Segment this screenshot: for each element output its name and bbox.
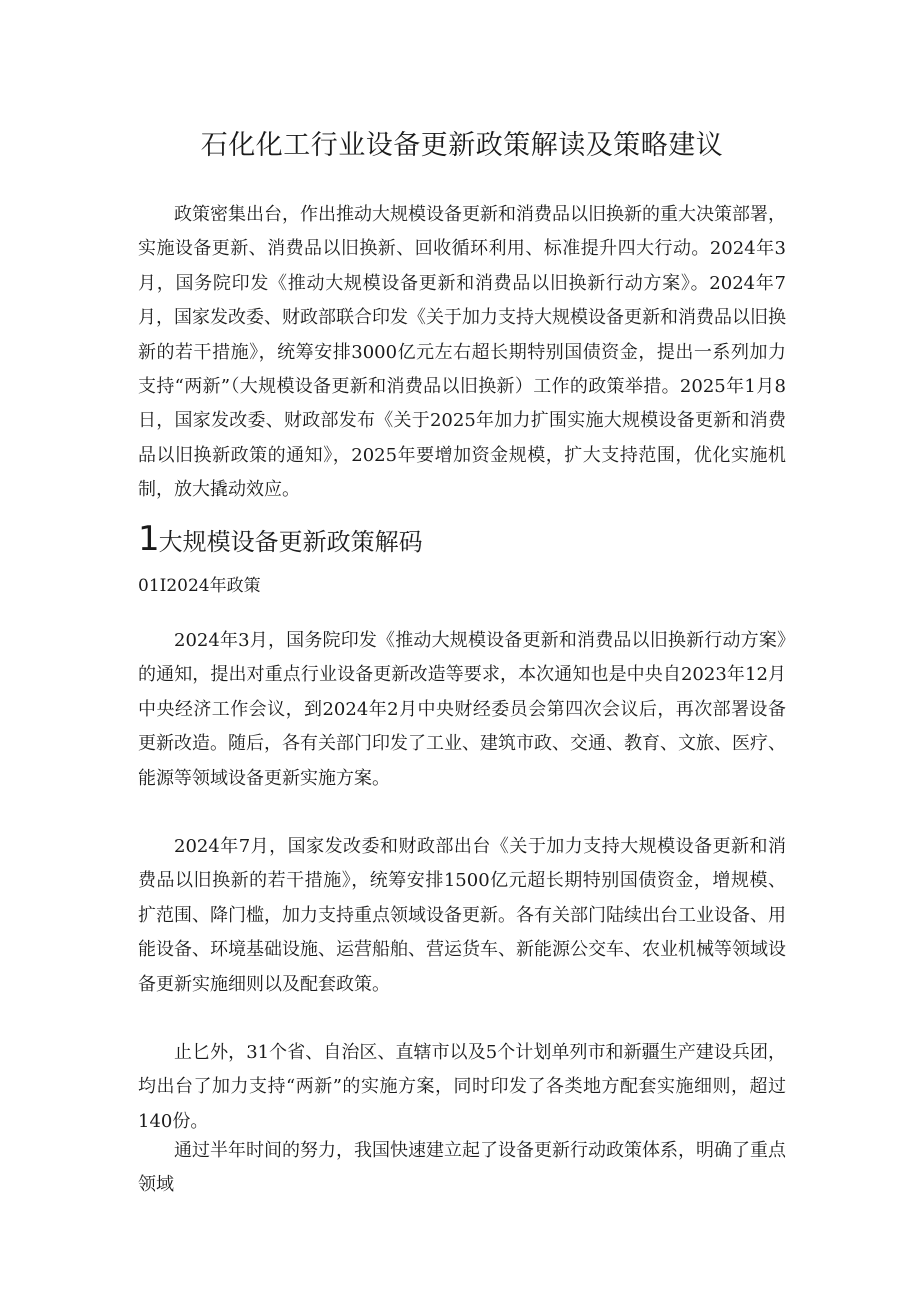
section-title: 大规模设备更新政策解码 xyxy=(158,528,423,556)
section-heading xyxy=(138,518,786,563)
document-title: 石化化工行业设备更新政策解读及策略建议 xyxy=(200,130,724,161)
section-number: 1 xyxy=(138,519,159,559)
body-paragraph: 2024年7月，国家发改委和财政部出台《关于加力支持大规模设备更新和消费品以旧换新的若干措施》，统筹安排1500亿元超长期特别国债资金，增规模、扩范围、降门槛，加力支持重点领域设备更新。各有关部门陆续出台工业设备、用能设备、环境基础设施、运营船舶、营运货车、新能源公交车、农业机械等领域设备更新实施细则以及配套政策。 xyxy=(138,836,786,995)
intro-paragraph: 政策密集出台，作出推动大规模设备更新和消费品以旧换新的重大决策部署，实施设备更新、消费品以旧换新、回收循环利用、标准提升四大行动。2024年3月，国务院印发《推动大规模设备更新和消费品以旧换新行动方案》。2024年7月，国家发改委、财政部联合印发《关于加力支持大规模设备更新和消费品以旧换新的若干措施》，统筹安排3000亿元左右超长期特别国债资金，提出一系列加力支持“两新”（大规模设备更新和消费品以旧换新）工作的政策举措。2025年1月8日，国家发改委、财政部发布《关于2025年加力扩围实施大规模设备更新和消费品以旧换新政策的通知》，2025年要增加资金规模，扩大支持范围，优化实施机制，放大撬动效应。 xyxy=(138,204,786,501)
subsection-heading: 01I2024年政策 xyxy=(138,576,261,596)
body-paragraph: 止匕外，31个省、自治区、直辖市以及5个计划单列市和新疆生产建设兵团，均出台了加力支持“两新”的实施方案，同时印发了各类地方配套实施细则，超过140份。 xyxy=(138,1042,786,1132)
body-paragraph: 通过半年时间的努力，我国快速建立起了设备更新行动政策体系，明确了重点领域 xyxy=(138,1140,786,1196)
body-paragraph: 2024年3月，国务院印发《推动大规模设备更新和消费品以旧换新行动方案》的通知，提出对重点行业设备更新改造等要求，本次通知也是中央自2023年12月中央经济工作会议，到2024年2月中央财经委员会第四次会议后，再次部署设备更新改造。随后，各有关部门印发了工业、建筑市政、交通、教育、文旅、医疗、能源等领域设备更新实施方案。 xyxy=(138,630,786,789)
